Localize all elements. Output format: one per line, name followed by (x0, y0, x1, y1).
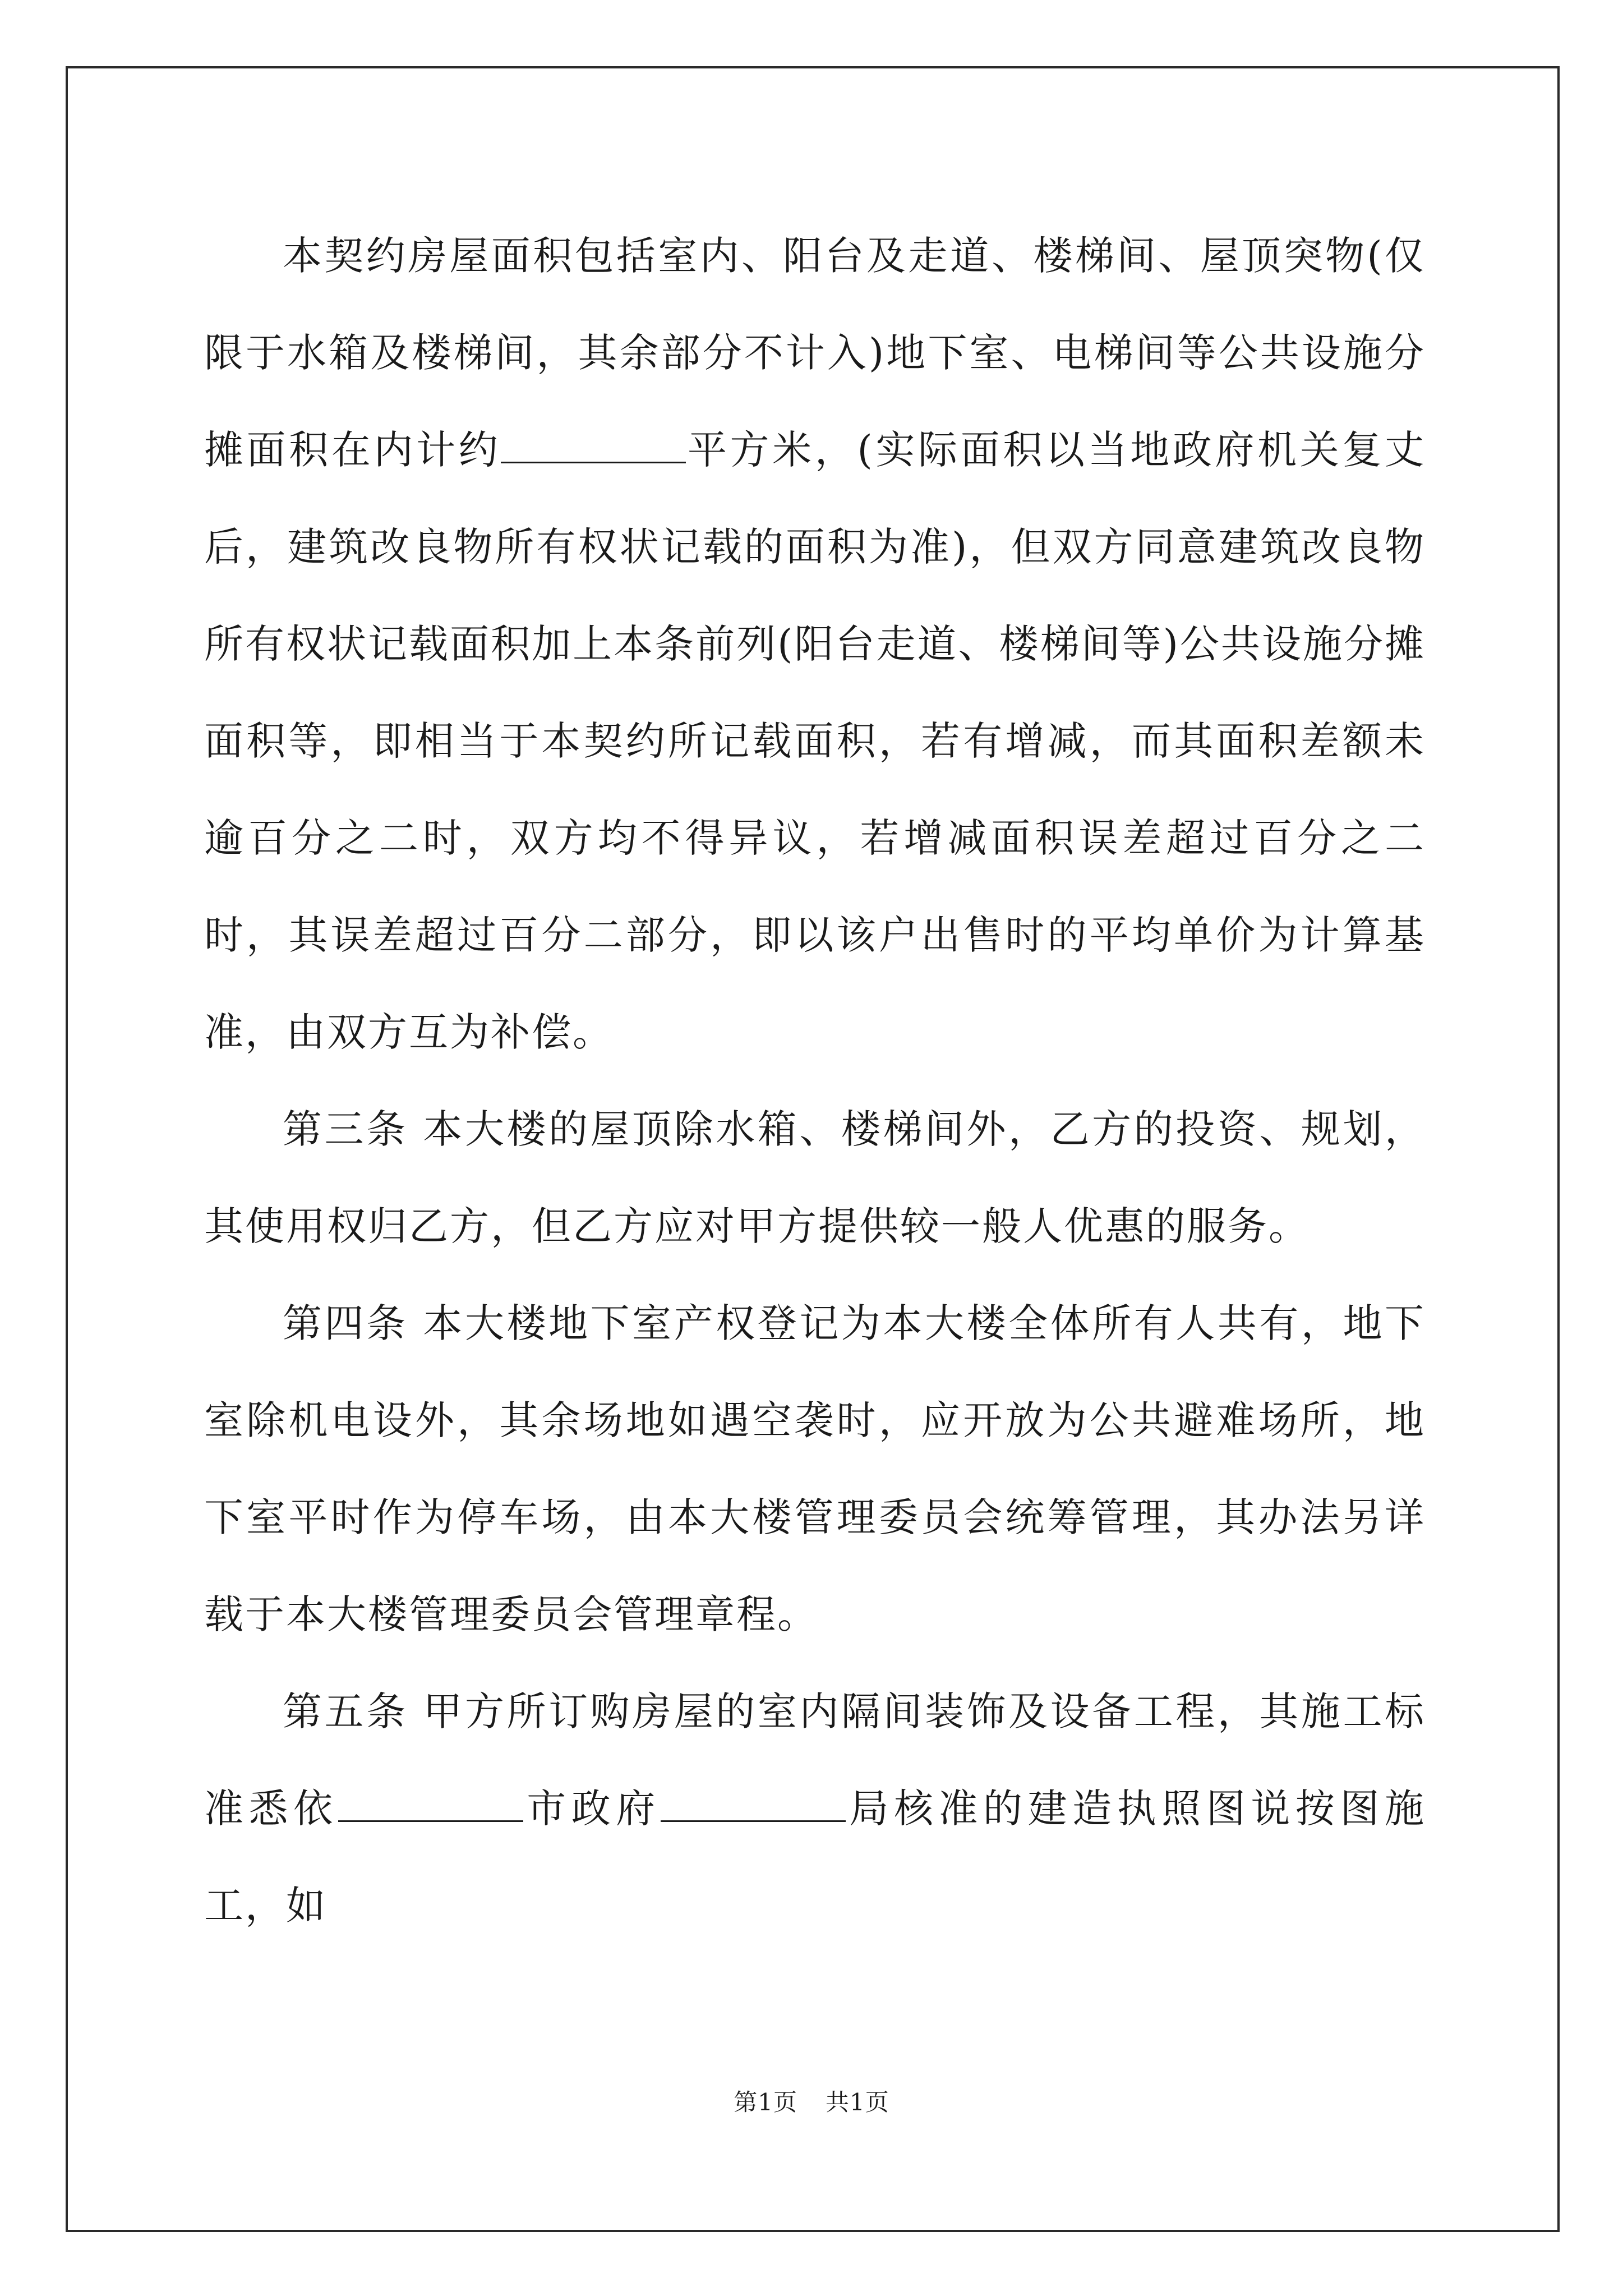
paragraph-text: 市政府 (523, 1786, 661, 1832)
paragraph-article-4 (204, 1275, 1426, 1663)
page-number: 第1页 (734, 2088, 797, 2116)
paragraph-text: 第五条 甲方所订购房屋的室内隔间装饰及设备工程，其施工标准悉依 (204, 1688, 1426, 1832)
paragraph-article-3 (204, 1081, 1426, 1275)
blank-field-area (501, 429, 686, 463)
paragraph-area-clause (204, 208, 1426, 1081)
paragraph-text: 局核准的建造执照图说按图施工，如 (204, 1786, 1426, 1929)
paragraph-article-5 (204, 1663, 1426, 1954)
page-total: 共1页 (826, 2088, 889, 2116)
blank-field-bureau (661, 1788, 846, 1822)
paragraph-text: 本契约房屋面积包括室内、阳台及走道、楼梯间、屋顶突物(仅限于水箱及楼梯间，其余部分不计入)地下室、电梯间等公共设施分摊面积在内计约 (204, 233, 1426, 473)
paragraph-text: 平方米，(实际面积以当地政府机关复丈后，建筑改良物所有权状记载的面积为准)，但双方同意建筑改良物所有权状记载面积加上本条前列(阳台走道、楼梯间等)公共设施分摊面积等，即相当于本契约所记载面积，若有增减，而其面积差额未逾百分之二时，双方均不得异议，若增减面积误差超过百分之二时，其误差超过百分二部分，即以该户出售时的平均单价为计算基准，由双方互为补偿。 (204, 427, 1426, 1055)
blank-field-city (338, 1788, 523, 1822)
paragraph-text: 第三条 本大楼的屋顶除水箱、楼梯间外，乙方的投资、规划，其使用权归乙方，但乙方应对甲方提供较一般人优惠的服务。 (204, 1106, 1426, 1249)
paragraph-text: 第四条 本大楼地下室产权登记为本大楼全体所有人共有，地下室除机电设外，其余场地如遇空袭时，应开放为公共避难场所，地下室平时作为停车场，由本大楼管理委员会统筹管理，其办法另详载于本大楼管理委员会管理章程。 (204, 1300, 1426, 1637)
document-body (204, 208, 1426, 1954)
page-footer (0, 2084, 1623, 2118)
